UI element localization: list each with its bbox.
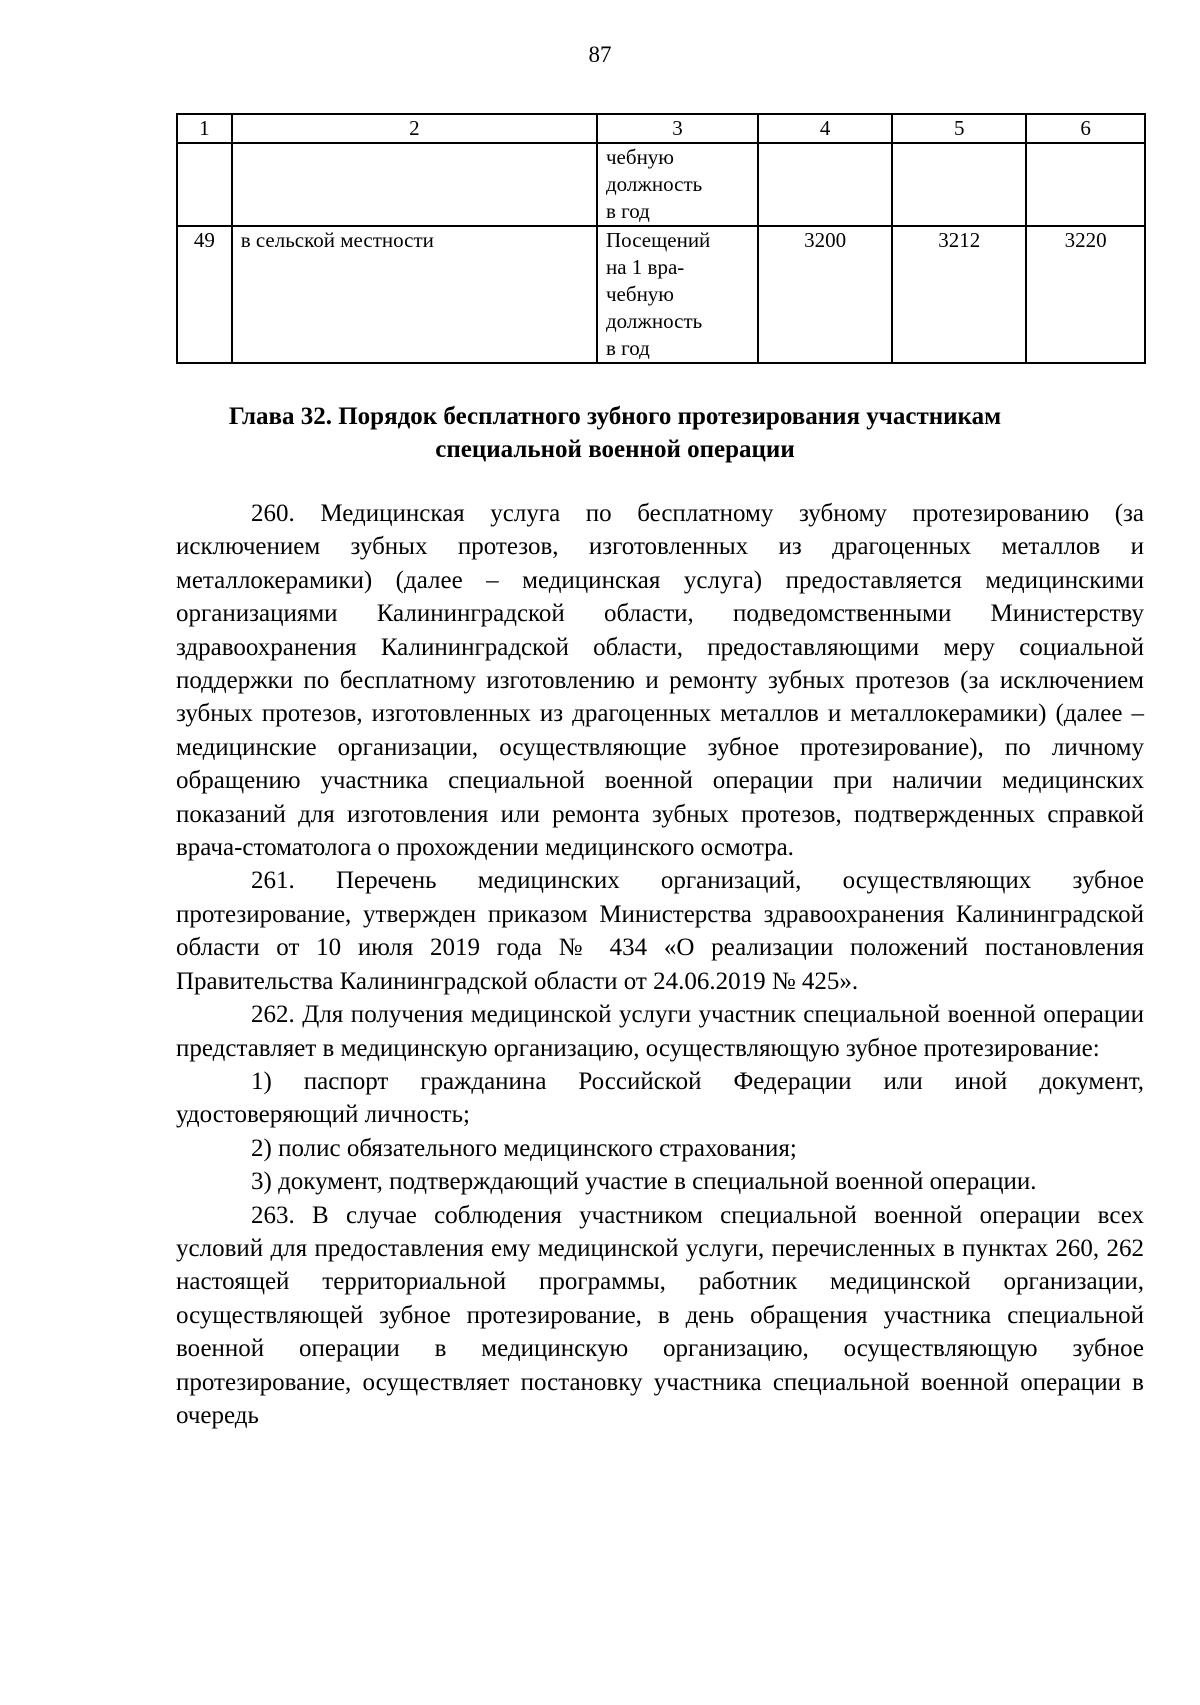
unit-line: чебную bbox=[606, 282, 674, 306]
paragraph-262: 262. Для получения медицинской услуги участник специальной военной операции представляет в медицинскую организацию, осуществляющую зубное протезирование: bbox=[176, 1001, 1144, 1062]
column-header-5: 5 bbox=[892, 114, 1026, 143]
column-header-6: 6 bbox=[1026, 114, 1145, 143]
value-cell bbox=[1026, 143, 1145, 226]
column-header-4: 4 bbox=[758, 114, 892, 143]
unit-line: должность bbox=[606, 309, 703, 333]
column-header-2: 2 bbox=[232, 114, 597, 143]
page-number: 87 bbox=[588, 42, 612, 67]
value-cell: 3220 bbox=[1026, 226, 1145, 363]
value-cell: 3200 bbox=[758, 226, 892, 363]
table-row bbox=[177, 143, 1145, 226]
paragraph-260: 260. Медицинская услуга по бесплатному зубному протезированию (за исключением зубных протезов, изготовленных из драгоценных металлов и металлокерамики) (далее – медицинская услуга) предоставляется медицинскими организациями Калининградской области, подведомственными Министерству здравоохранения Калининградской области, предоставляющими меру социальной поддержки по бесплатному изготовлению и ремонту зубных протезов (за исключением зубных протезов, изготовленных из драгоценных металлов и металлокерамики) (далее – медицинские организации, осуществляющие зубное протезирование), по личному обращению участника специальной военной операции при наличии медицинских показаний для изготовления или ремонта зубных протезов, подтвержденных справкой врача-стоматолога о прохождении медицинского осмотра. bbox=[176, 500, 1144, 862]
value-cell bbox=[758, 143, 892, 226]
chapter-title-line: специальной военной операции bbox=[435, 436, 795, 463]
unit-cell bbox=[597, 226, 758, 363]
indicator-name-cell: в сельской местности bbox=[232, 226, 597, 363]
paragraph-263: 263. В случае соблюдения участником специальной военной операции всех условий для предоставления ему медицинской услуги, перечисленных в пунктах 260, 262 настоящей территориальной программы, работник медицинской организации, осуществляющей зубное протезирование, в день обращения участника специальной военной операции в медицинскую организацию, осуществляющую зубное протезирование, осуществляет постановку участника специальной военной операции в очередь bbox=[176, 1201, 1144, 1429]
value-cell: 3212 bbox=[892, 226, 1026, 363]
chapter-title bbox=[160, 400, 1070, 466]
unit-line: в год bbox=[606, 199, 650, 223]
document-body bbox=[176, 497, 1144, 1432]
unit-line: на 1 вра- bbox=[606, 255, 685, 279]
unit-cell bbox=[597, 143, 758, 226]
column-header-1: 1 bbox=[177, 114, 232, 143]
list-item-2: 2) полис обязательного медицинского страхования; bbox=[251, 1134, 797, 1162]
value-cell bbox=[892, 143, 1026, 226]
table-header-row bbox=[177, 114, 1145, 143]
column-header-3: 3 bbox=[597, 114, 758, 143]
indicators-table bbox=[176, 113, 1146, 364]
row-number-cell: 49 bbox=[177, 226, 232, 363]
list-item-3: 3) документ, подтверждающий участие в специальной военной операции. bbox=[251, 1168, 1037, 1196]
paragraph-261: 261. Перечень медицинских организаций, осуществляющих зубное протезирование, утвержден приказом Министерства здравоохранения Калининградской области от 10 июля 2019 года № 434 «О реализации положений постановления Правительства Калининградской области от 24.06.2019 № 425». bbox=[176, 867, 1144, 995]
indicator-name-cell bbox=[232, 143, 597, 226]
list-item-1: 1) паспорт гражданина Российской Федерации или иной документ, удостоверяющий личность; bbox=[176, 1067, 1144, 1129]
unit-line: в год bbox=[606, 336, 650, 360]
unit-line: Посещений bbox=[606, 228, 711, 252]
unit-line: должность bbox=[606, 172, 703, 196]
chapter-title-line: Глава 32. Порядок бесплатного зубного протезирования участникам bbox=[228, 403, 1002, 430]
table-row bbox=[177, 226, 1145, 363]
row-number-cell bbox=[177, 143, 232, 226]
unit-line: чебную bbox=[606, 145, 674, 169]
